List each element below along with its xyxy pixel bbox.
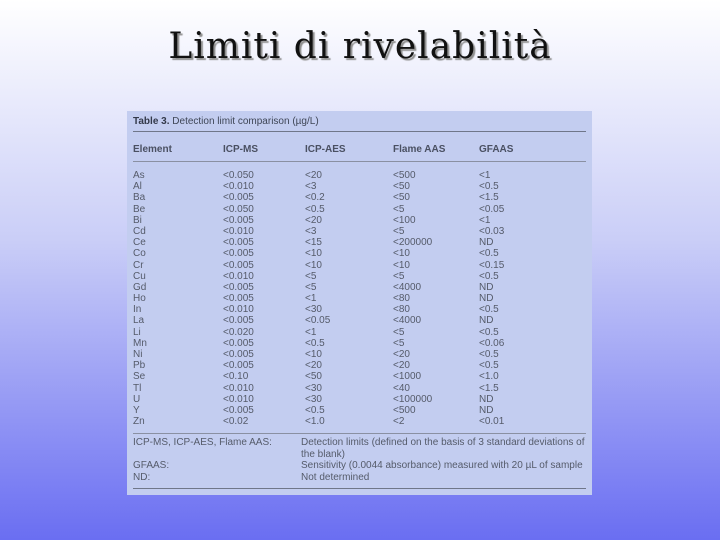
table-row — [133, 327, 586, 338]
note-value: Sensitivity (0.0044 absorbance) measured with 20 µL of sample — [301, 460, 583, 472]
cell-element: Li — [133, 326, 141, 338]
cell-flame-aas: <200000 — [393, 237, 433, 249]
cell-gfaas: <0.03 — [479, 225, 505, 237]
cell-gfaas: <1.0 — [479, 371, 499, 383]
cell-gfaas: <0.15 — [479, 259, 505, 271]
cell-icp-aes: <10 — [305, 248, 322, 260]
table-body — [133, 170, 586, 427]
cell-flame-aas: <500 — [393, 404, 416, 416]
cell-element: As — [133, 170, 145, 181]
cell-flame-aas: <5 — [393, 270, 405, 282]
cell-icp-aes: <0.5 — [305, 203, 325, 215]
table-row — [133, 226, 586, 237]
cell-icp-ms: <0.02 — [223, 416, 249, 428]
cell-flame-aas: <100000 — [393, 393, 433, 405]
cell-flame-aas: <1000 — [393, 371, 422, 383]
cell-icp-ms: <0.005 — [223, 281, 254, 293]
table-row — [133, 383, 586, 394]
cell-gfaas: ND — [479, 393, 494, 405]
cell-element: Ce — [133, 237, 146, 249]
cell-flame-aas: <20 — [393, 360, 410, 372]
cell-gfaas: <1.5 — [479, 192, 499, 204]
cell-flame-aas: <40 — [393, 382, 410, 394]
cell-element: U — [133, 393, 141, 405]
table-row — [133, 192, 586, 203]
cell-element: In — [133, 304, 142, 316]
table-row — [133, 349, 586, 360]
cell-gfaas: <0.5 — [479, 360, 499, 372]
note-value: Not determined — [301, 471, 370, 483]
cell-icp-ms: <0.10 — [223, 371, 249, 383]
header-rule — [133, 161, 586, 162]
cell-icp-aes: <30 — [305, 393, 322, 405]
cell-element: Co — [133, 248, 146, 260]
cell-flame-aas: <5 — [393, 326, 405, 338]
cell-flame-aas: <50 — [393, 181, 410, 193]
cell-gfaas: <0.5 — [479, 181, 499, 193]
cell-element: Cd — [133, 225, 146, 237]
table-row — [133, 248, 586, 259]
note-row — [133, 437, 586, 460]
cell-element: Se — [133, 371, 146, 383]
table-row — [133, 338, 586, 349]
cell-gfaas: <0.5 — [479, 304, 499, 316]
cell-flame-aas: <10 — [393, 248, 410, 260]
note-value: Detection limits (defined on the basis of 3 standard deviations of the blank) — [301, 437, 585, 460]
cell-flame-aas: <5 — [393, 203, 405, 215]
cell-icp-aes: <15 — [305, 237, 322, 249]
table-row — [133, 204, 586, 215]
cell-icp-aes: <5 — [305, 270, 317, 282]
cell-icp-aes: <5 — [305, 281, 317, 293]
note-row — [133, 472, 586, 484]
cell-element: Cr — [133, 259, 144, 271]
cell-icp-aes: <0.5 — [305, 404, 325, 416]
table-row — [133, 215, 586, 226]
cell-icp-aes: <10 — [305, 349, 322, 360]
table-caption-text: Detection limit comparison (µg/L) — [172, 116, 319, 127]
cell-icp-ms: <0.010 — [223, 304, 254, 316]
cell-element: Tl — [133, 382, 142, 394]
cell-gfaas: <0.05 — [479, 203, 505, 215]
cell-gfaas: ND — [479, 237, 494, 249]
cell-gfaas: <1.5 — [479, 382, 499, 394]
cell-icp-aes: <3 — [305, 225, 317, 237]
cell-flame-aas: <80 — [393, 304, 410, 316]
slide-title: Limiti di rivelabilità — [168, 26, 552, 67]
cell-icp-ms: <0.005 — [223, 360, 254, 372]
cell-element: Ba — [133, 192, 146, 204]
cell-icp-ms: <0.005 — [223, 337, 254, 349]
cell-icp-ms: <0.005 — [223, 214, 254, 226]
cell-element: Al — [133, 181, 142, 193]
table-bottom-rule — [133, 488, 586, 489]
cell-icp-ms: <0.010 — [223, 225, 254, 237]
table-row — [133, 371, 586, 382]
cell-gfaas: <0.01 — [479, 416, 505, 428]
cell-icp-aes: <1 — [305, 293, 317, 305]
cell-flame-aas: <100 — [393, 214, 416, 226]
detection-limit-table — [127, 111, 592, 495]
cell-gfaas: <0.5 — [479, 326, 499, 338]
cell-flame-aas: <500 — [393, 170, 416, 181]
cell-icp-ms: <0.050 — [223, 170, 254, 181]
header-flame-aas: Flame AAS — [393, 143, 446, 155]
header-icp-aes: ICP-AES — [305, 143, 346, 155]
table-row — [133, 304, 586, 315]
cell-element: Y — [133, 404, 140, 416]
table-row — [133, 394, 586, 405]
cell-element: Ho — [133, 293, 146, 305]
cell-icp-ms: <0.010 — [223, 382, 254, 394]
cell-icp-aes: <30 — [305, 382, 322, 394]
cell-gfaas: <0.5 — [479, 248, 499, 260]
table-row — [133, 170, 586, 181]
cell-flame-aas: <2 — [393, 416, 405, 428]
table-top-rule — [133, 131, 586, 132]
cell-flame-aas: <4000 — [393, 281, 422, 293]
cell-element: Ni — [133, 349, 143, 360]
cell-gfaas: <1 — [479, 170, 491, 181]
cell-element: Zn — [133, 416, 145, 428]
cell-flame-aas: <5 — [393, 337, 405, 349]
cell-icp-aes: <3 — [305, 181, 317, 193]
note-key: GFAAS: — [133, 460, 170, 472]
cell-icp-aes: <20 — [305, 214, 322, 226]
cell-icp-ms: <0.005 — [223, 192, 254, 204]
cell-gfaas: <0.5 — [479, 349, 499, 360]
cell-icp-ms: <0.005 — [223, 404, 254, 416]
table-row — [133, 282, 586, 293]
table-row — [133, 315, 586, 326]
note-row — [133, 460, 586, 472]
cell-element: La — [133, 315, 145, 327]
cell-icp-ms: <0.005 — [223, 349, 254, 360]
cell-gfaas: <0.5 — [479, 270, 499, 282]
table-row — [133, 181, 586, 192]
note-key: ICP-MS, ICP-AES, Flame AAS: — [133, 437, 272, 449]
cell-gfaas: ND — [479, 315, 494, 327]
cell-flame-aas: <4000 — [393, 315, 422, 327]
cell-flame-aas: <80 — [393, 293, 410, 305]
cell-gfaas: ND — [479, 404, 494, 416]
cell-icp-ms: <0.005 — [223, 315, 254, 327]
cell-element: Be — [133, 203, 146, 215]
cell-flame-aas: <5 — [393, 225, 405, 237]
table-row — [133, 360, 586, 371]
cell-icp-aes: <0.5 — [305, 337, 325, 349]
cell-icp-ms: <0.020 — [223, 326, 254, 338]
table-header-row — [133, 137, 586, 161]
cell-flame-aas: <20 — [393, 349, 410, 360]
cell-icp-ms: <0.005 — [223, 237, 254, 249]
table-row — [133, 237, 586, 248]
cell-icp-aes: <50 — [305, 371, 322, 383]
cell-element: Mn — [133, 337, 147, 349]
cell-element: Pb — [133, 360, 146, 372]
table-row — [133, 416, 586, 427]
table-caption — [133, 115, 586, 129]
cell-gfaas: <0.06 — [479, 337, 505, 349]
table-row — [133, 405, 586, 416]
cell-icp-aes: <1 — [305, 326, 317, 338]
header-gfaas: GFAAS — [479, 143, 514, 155]
table-notes — [133, 433, 586, 483]
cell-gfaas: ND — [479, 281, 494, 293]
cell-element: Bi — [133, 214, 142, 226]
cell-icp-aes: <10 — [305, 259, 322, 271]
cell-icp-ms: <0.050 — [223, 203, 254, 215]
cell-icp-ms: <0.010 — [223, 181, 254, 193]
cell-icp-aes: <0.2 — [305, 192, 325, 204]
header-element: Element — [133, 143, 172, 155]
cell-icp-ms: <0.005 — [223, 248, 254, 260]
cell-gfaas: <1 — [479, 214, 491, 226]
table-caption-label: Table 3. — [133, 116, 170, 127]
cell-flame-aas: <10 — [393, 259, 410, 271]
cell-element: Gd — [133, 281, 147, 293]
table-row — [133, 260, 586, 271]
note-key: ND: — [133, 471, 151, 483]
cell-icp-ms: <0.010 — [223, 393, 254, 405]
cell-icp-aes: <30 — [305, 304, 322, 316]
header-icp-ms: ICP-MS — [223, 143, 258, 155]
cell-icp-aes: <1.0 — [305, 416, 325, 428]
cell-element: Cu — [133, 270, 146, 282]
cell-gfaas: ND — [479, 293, 494, 305]
cell-flame-aas: <50 — [393, 192, 410, 204]
table-row — [133, 293, 586, 304]
cell-icp-ms: <0.010 — [223, 270, 254, 282]
cell-icp-ms: <0.005 — [223, 259, 254, 271]
cell-icp-aes: <20 — [305, 360, 322, 372]
cell-icp-ms: <0.005 — [223, 293, 254, 305]
table-row — [133, 271, 586, 282]
cell-icp-aes: <20 — [305, 170, 322, 181]
cell-icp-aes: <0.05 — [305, 315, 331, 327]
